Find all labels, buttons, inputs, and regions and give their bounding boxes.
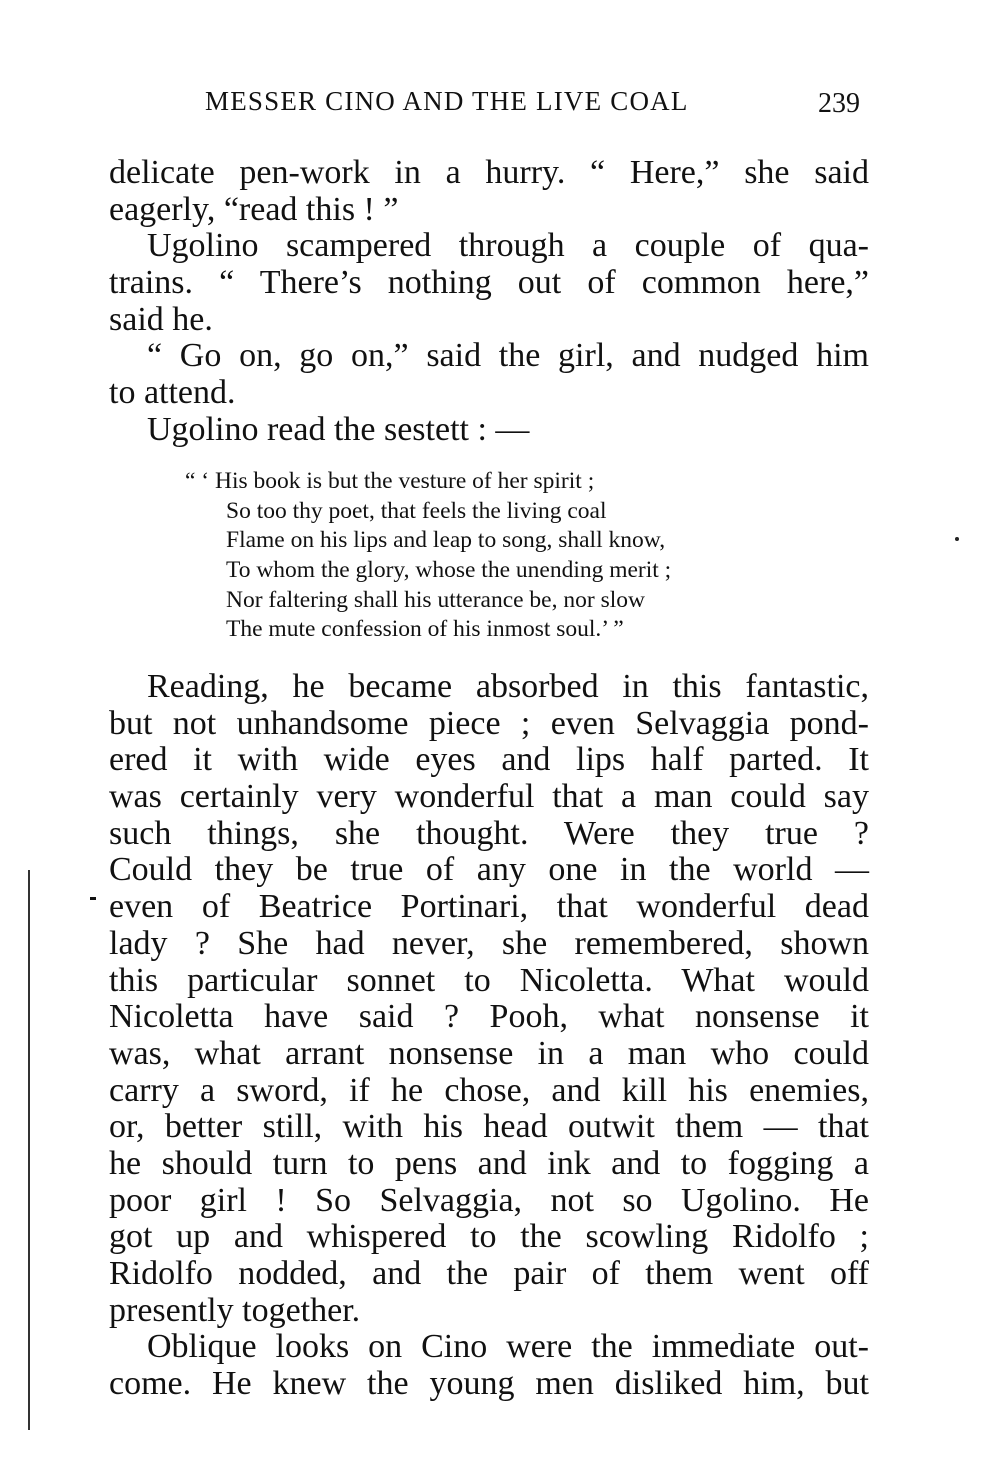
text-line: was, what arrant nonsense in a man who could xyxy=(109,1034,869,1072)
text-line: such things, she thought. Were they true ? xyxy=(109,814,869,852)
verse-line: The mute confession of his inmost soul.’ ” xyxy=(226,616,624,643)
running-head: MESSER CINO AND THE LIVE COAL xyxy=(205,86,689,116)
sonnet-sestet xyxy=(185,467,671,645)
text-line: Oblique looks on Cino were the immediate out- xyxy=(147,1328,869,1366)
text-line: Ridolfo nodded, and the pair of them went off xyxy=(109,1255,869,1292)
text-line: got up and whispered to the scowling Ridolfo ; xyxy=(109,1218,869,1256)
verse-line: Flame on his lips and leap to song, shall know, xyxy=(226,527,666,554)
text-line: “ Go on, go on,” said the girl, and nudged him xyxy=(147,337,869,375)
text-line: Ugolino read the sestett : — xyxy=(147,410,530,448)
text-line: poor girl ! So Selvaggia, not so Ugolino. He xyxy=(109,1181,869,1219)
verse-line: To whom the glory, whose the unending merit ; xyxy=(226,557,672,584)
margin-tick-mark xyxy=(90,897,96,900)
text-line: trains. “ There’s nothing out of common here,” xyxy=(109,264,869,302)
print-speck xyxy=(955,537,959,541)
text-line: delicate pen-work in a hurry. “ Here,” she said xyxy=(109,154,869,191)
gutter-shadow-line xyxy=(28,870,30,1430)
text-line: lady ? She had never, she remembered, shown xyxy=(109,924,869,962)
verse-line: Nor faltering shall his utterance be, nor slow xyxy=(226,586,645,613)
verse-line: “ ‘ His book is but the vesture of her spirit ; xyxy=(185,468,595,494)
text-line: carry a sword, if he chose, and kill his enemies, xyxy=(109,1071,869,1109)
text-line: eagerly, “read this ! ” xyxy=(109,190,399,228)
prose-block-top xyxy=(109,155,869,449)
text-line: Ugolino scampered through a couple of qua- xyxy=(147,227,869,265)
text-line: was certainly very wonderful that a man could say xyxy=(109,778,869,816)
text-line: but not unhandsome piece ; even Selvaggia pond- xyxy=(109,704,869,742)
text-line: said he. xyxy=(109,300,213,338)
text-line: to attend. xyxy=(109,374,236,412)
text-line: presently together. xyxy=(109,1291,361,1329)
text-line: Could they be true of any one in the world — xyxy=(109,851,869,889)
text-line: he should turn to pens and ink and to fogging a xyxy=(109,1144,869,1182)
verse-line: So too thy poet, that feels the living coal xyxy=(226,497,607,524)
page-number: 239 xyxy=(818,88,860,119)
text-line: ered it with wide eyes and lips half parted. It xyxy=(109,741,869,779)
text-line: Reading, he became absorbed in this fantastic, xyxy=(147,668,869,705)
prose-block-bottom xyxy=(109,669,869,1403)
text-line: even of Beatrice Portinari, that wonderful dead xyxy=(109,888,869,926)
text-line: Nicoletta have said ? Pooh, what nonsense it xyxy=(109,998,869,1036)
text-line: this particular sonnet to Nicoletta. What would xyxy=(109,961,869,999)
text-line: come. He knew the young men disliked him, but xyxy=(109,1365,869,1403)
text-line: or, better still, with his head outwit them — that xyxy=(109,1108,869,1146)
